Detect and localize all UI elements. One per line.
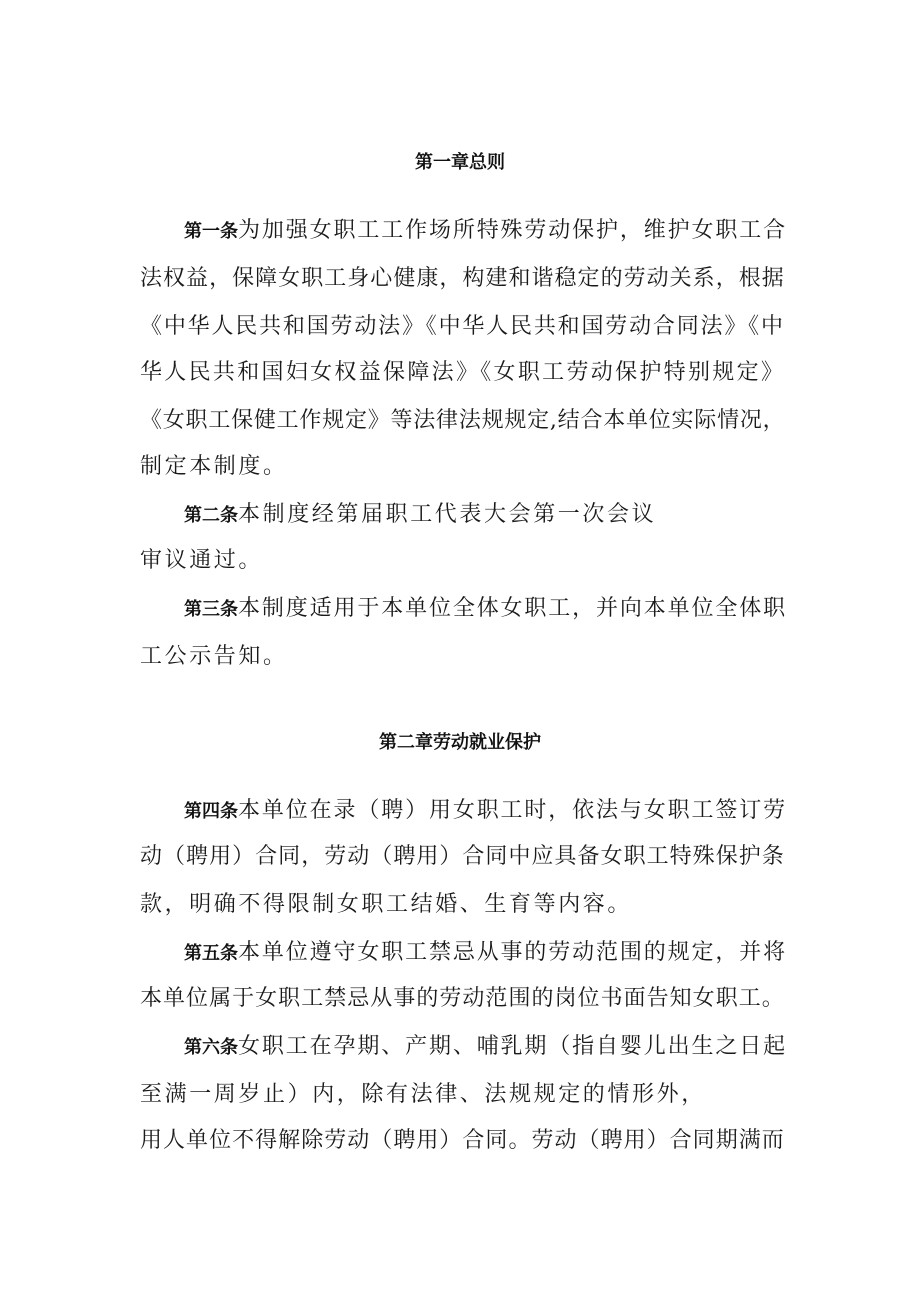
article-1-line-4: 华人民共和国妇女权益保障法》《女职工劳动保护特别规定》 — [140, 360, 786, 385]
article-label: 第五条 — [184, 943, 238, 964]
article-2-line-2: 审议通过。 — [140, 548, 264, 573]
article-2-line-1 — [184, 500, 656, 531]
article-3-line-2: 工公示告知。 — [140, 644, 288, 669]
article-label: 第二条 — [184, 505, 238, 526]
article-label: 第四条 — [184, 801, 238, 822]
article-4-line-2: 动（聘用）合同，劳动（聘用）合同中应具备女职工特殊保护条 — [140, 844, 785, 869]
article-6-line-1 — [184, 1032, 787, 1063]
article-text: 为加强女职工工作场所特殊劳动保护，维护女职工合 — [238, 218, 787, 243]
article-text: 本制度经第届职工代表大会第一次会议 — [238, 502, 657, 527]
article-1-line-3: 《中华人民共和国劳动法》《中华人民共和国劳动合同法》《中 — [140, 314, 785, 339]
article-5-line-2: 本单位属于女职工禁忌从事的劳动范围的岗位书面告知女职工。 — [140, 986, 785, 1011]
article-text: 女职工在孕期、产期、哺乳期（指自婴儿出生之日起 — [238, 1034, 787, 1059]
article-3-line-1 — [184, 594, 787, 625]
article-6-line-3: 用人单位不得解除劳动（聘用）合同。劳动（聘用）合同期满而 — [140, 1128, 785, 1153]
article-text: 本单位在录（聘）用女职工时，依法与女职工签订劳 — [238, 798, 787, 823]
article-1-line-1 — [184, 216, 787, 247]
article-1-line-2: 法权益，保障女职工身心健康，构建和谐稳定的劳动关系，根据 — [140, 266, 785, 291]
article-label: 第一条 — [184, 221, 238, 242]
article-label: 第三条 — [184, 599, 238, 620]
article-1-line-6: 制定本制度。 — [140, 454, 288, 479]
article-5-line-1 — [184, 938, 787, 969]
article-4-line-1 — [184, 796, 787, 827]
chapter-title: 第二章劳动就业保护 — [379, 732, 541, 753]
chapter-title: 第一章总则 — [415, 152, 505, 173]
article-6-line-2: 至满一周岁止）内，除有法律、法规规定的情形外， — [140, 1082, 706, 1107]
article-1-line-5: 《女职工保健工作规定》等法律法规规定,结合本单位实际情况， — [140, 408, 786, 433]
article-text: 本制度适用于本单位全体女职工，并向本单位全体职 — [238, 596, 787, 621]
article-text: 本单位遵守女职工禁忌从事的劳动范围的规定，并将 — [238, 940, 787, 965]
article-4-line-3: 款，明确不得限制女职工结婚、生育等内容。 — [140, 892, 633, 917]
article-label: 第六条 — [184, 1037, 238, 1058]
